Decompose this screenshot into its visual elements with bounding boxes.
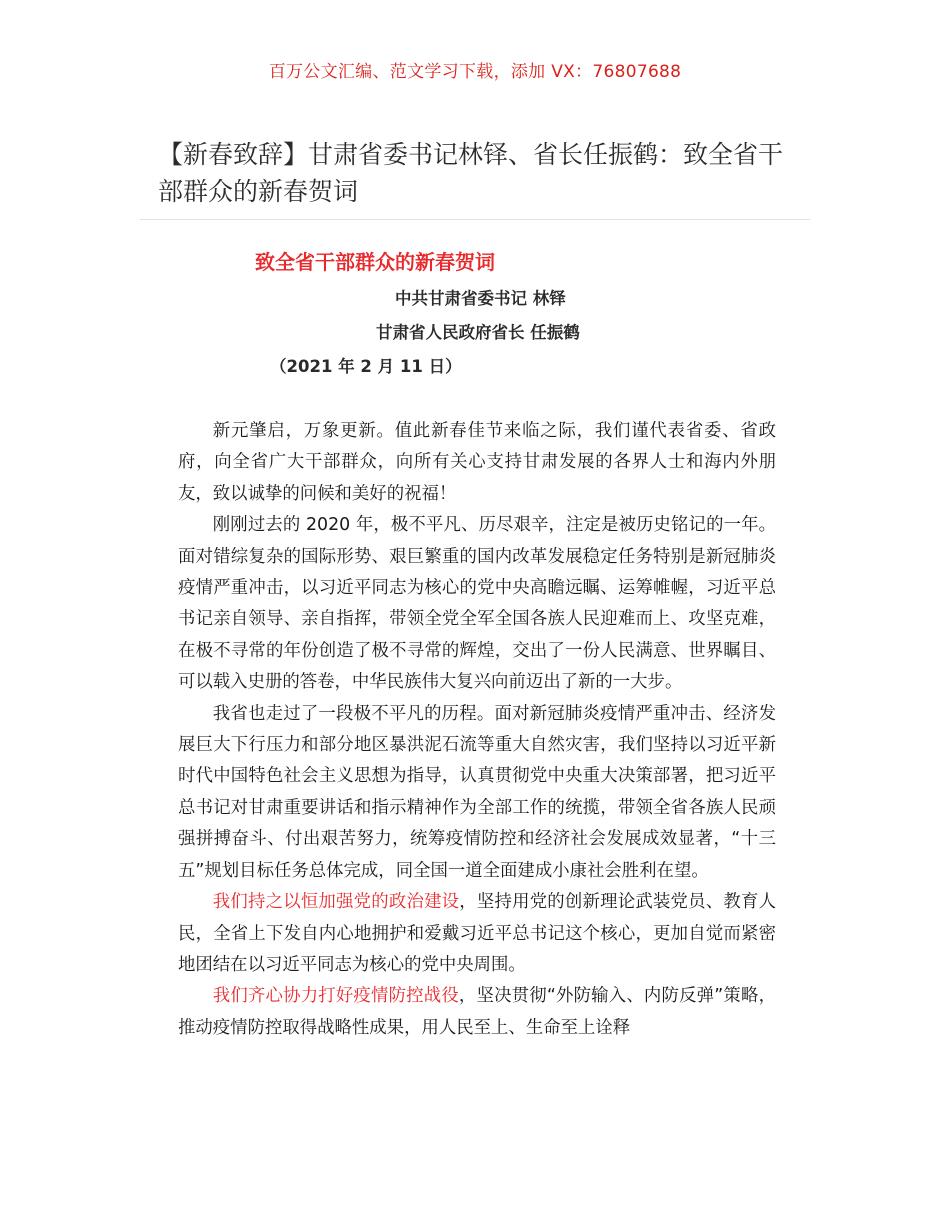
article-title: 【新春致辞】甘肃省委书记林铎、省长任振鹤：致全省干部群众的新春贺词: [158, 140, 784, 206]
title-divider: [140, 219, 810, 220]
author-line-governor: 甘肃省人民政府省长 任振鹤: [376, 323, 580, 342]
article-body: [178, 416, 776, 1044]
highlight-political-building: 我们持之以恒加强党的政治建设: [212, 892, 460, 913]
date-line: （2021 年 2 月 11 日）: [270, 357, 462, 376]
paragraph: [178, 887, 776, 981]
paragraph: 我省也走过了一段极不平凡的历程。面对新冠肺炎疫情严重冲击、经济发展巨大下行压力和部分地区暴洪泥石流等重大自然灾害，我们坚持以习近平新时代中国特色社会主义思想为指导，认真贯彻党中央重大决策部署，把习近平总书记对甘肃重要讲话和指示精神作为全部工作的统揽，带领全省各族人民顽强拼搏奋斗、付出艰苦努力，统筹疫情防控和经济社会发展成效显著，“十三五”规划目标任务总体完成，同全国一道全面建成小康社会胜利在望。: [178, 703, 776, 881]
greeting-subtitle: 致全省干部群众的新春贺词: [255, 250, 495, 274]
paragraph: 刚刚过去的 2020 年，极不平凡、历尽艰辛，注定是被历史铭记的一年。面对错综复杂的国际形势、艰巨繁重的国内改革发展稳定任务特别是新冠肺炎疫情严重冲击，以习近平同志为核心的党中央高瞻远瞩、运筹帷幄，习近平总书记亲自领导、亲自指挥，带领全党全军全国各族人民迎难而上、攻坚克难，在极不寻常的年份创造了极不寻常的辉煌，交出了一份人民满意、世界瞩目、可以载入史册的答卷，中华民族伟大复兴向前迈出了新的一大步。: [178, 515, 776, 693]
promo-banner: 百万公文汇编、范文学习下载，添加 VX：76807688: [268, 62, 682, 82]
paragraph-text: ，坚决贯彻“外防输入、内防反弹”策略，推动疫情防控取得战略性成果，用人民至上、生命至上诠释: [178, 986, 776, 1038]
paragraph: [178, 981, 776, 1044]
highlight-epidemic-control: 我们齐心协力打好疫情防控战役: [212, 986, 459, 1007]
paragraph-text: ，坚持用党的创新理论武装党员、教育人民，全省上下发自内心地拥护和爱戴习近平总书记这个核心，更加自觉而紧密地团结在以习近平同志为核心的党中央周围。: [178, 892, 776, 975]
paragraph: 新元肇启，万象更新。值此新春佳节来临之际，我们谨代表省委、省政府，向全省广大干部群众，向所有关心支持甘肃发展的各界人士和海内外朋友，致以诚挚的问候和美好的祝福！: [178, 421, 776, 504]
author-line-secretary: 中共甘肃省委书记 林铎: [395, 289, 566, 308]
